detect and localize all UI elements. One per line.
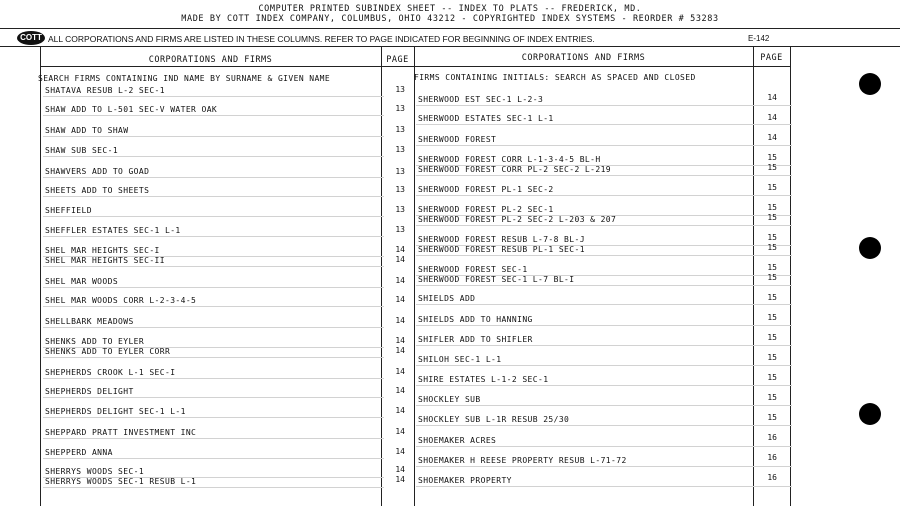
row-divider: [416, 195, 792, 196]
entry-name: SHEPPARD PRATT INVESTMENT INC: [45, 428, 197, 437]
publisher-line: MADE BY COTT INDEX COMPANY, COLUMBUS, OHIO 43212 - COPYRIGHTED INDEX SYSTEMS - REORDER # 53283: [181, 14, 719, 24]
entry-page: 15: [767, 233, 777, 242]
entry-page: 16: [767, 433, 777, 442]
row-divider: [416, 486, 792, 487]
row-divider: [43, 397, 384, 398]
row-divider: [416, 446, 792, 447]
entry-name: SHEL MAR WOODS CORR L-2-3-4-5: [45, 296, 197, 305]
entry-page: 14: [395, 386, 405, 395]
entry-page: 13: [395, 225, 405, 234]
row-divider: [43, 306, 384, 307]
entry-page: 15: [767, 203, 777, 212]
entry-name: SHIELDS ADD: [418, 294, 476, 303]
row-divider: [416, 325, 792, 326]
entry-name: SHEPHERDS DELIGHT SEC-1 L-1: [45, 407, 186, 416]
entry-page: 15: [767, 373, 777, 382]
entry-name: SHERWOOD FOREST SEC-1 L-7 BL-I: [418, 275, 575, 284]
sheet-number: E-142: [748, 34, 770, 43]
binder-hole: [859, 237, 881, 259]
entry-page: 15: [767, 293, 777, 302]
right-column-heading: CORPORATIONS AND FIRMS: [521, 53, 646, 63]
row-divider: [416, 304, 792, 305]
entry-name: SHOCKLEY SUB L-1R RESUB 25/30: [418, 415, 570, 424]
row-divider: [416, 255, 792, 256]
entry-page: 13: [395, 185, 405, 194]
row-divider: [416, 385, 792, 386]
entry-page: 14: [395, 367, 405, 376]
entry-page: 15: [767, 413, 777, 422]
notice-text: ALL CORPORATIONS AND FIRMS ARE LISTED IN THESE COLUMNS. REFER TO PAGE INDICATED FOR BEGINNING OF INDEX ENTRIES.: [48, 34, 595, 44]
row-divider: [43, 115, 384, 116]
right-margin-rule: [790, 46, 791, 506]
row-divider: [43, 487, 384, 488]
entry-name: SHERWOOD FOREST RESUB PL-1 SEC-1: [418, 245, 585, 254]
entry-name: SHEPHERDS CROOK L-1 SEC-I: [45, 368, 176, 377]
entry-page: 15: [767, 163, 777, 172]
entry-page: 16: [767, 453, 777, 462]
binder-hole: [859, 403, 881, 425]
entry-name: SHERWOOD FOREST CORR L-1-3-4-5 BL-H: [418, 155, 601, 164]
entry-name: SHAW ADD TO L-501 SEC-V WATER OAK: [45, 105, 218, 114]
entry-page: 15: [767, 393, 777, 402]
entry-page: 14: [395, 245, 405, 254]
entry-name: SHAW ADD TO SHAW: [45, 126, 129, 135]
entry-name: SHAW SUB SEC-1: [45, 146, 119, 155]
entry-name: SHEETS ADD TO SHEETS: [45, 186, 150, 195]
entry-page: 15: [767, 353, 777, 362]
row-divider: [43, 96, 384, 97]
entry-name: SHERWOOD FOREST PL-1 SEC-2: [418, 185, 554, 194]
entry-page: 13: [395, 205, 405, 214]
entry-name: SHOEMAKER H REESE PROPERTY RESUB L-71-72: [418, 456, 627, 465]
row-divider: [43, 216, 384, 217]
entry-page: 15: [767, 213, 777, 222]
entry-page: 13: [395, 104, 405, 113]
entry-name: SHOEMAKER PROPERTY: [418, 476, 512, 485]
entry-name: SHOCKLEY SUB: [418, 395, 481, 404]
notice-rule: [0, 46, 900, 47]
heading-rule: [40, 66, 790, 67]
row-divider: [416, 285, 792, 286]
entry-page: 14: [767, 133, 777, 142]
row-divider: [43, 378, 384, 379]
row-divider: [43, 177, 384, 178]
entry-page: 15: [767, 333, 777, 342]
entry-page: 13: [395, 85, 405, 94]
entry-page: 14: [395, 406, 405, 415]
entry-page: 14: [395, 475, 405, 484]
row-divider: [43, 327, 384, 328]
row-divider: [416, 175, 792, 176]
row-divider: [43, 136, 384, 137]
row-divider: [416, 365, 792, 366]
row-divider: [43, 266, 384, 267]
row-divider: [416, 345, 792, 346]
row-divider: [416, 225, 792, 226]
entry-name: SHIRE ESTATES L-1-2 SEC-1: [418, 375, 549, 384]
entry-name: SHERWOOD FOREST PL-2 SEC-1: [418, 205, 554, 214]
entry-name: SHEFFIELD: [45, 206, 92, 215]
entry-page: 13: [395, 167, 405, 176]
entry-name: SHELLBARK MEADOWS: [45, 317, 134, 326]
cott-logo: COTT: [17, 31, 45, 45]
row-divider: [43, 287, 384, 288]
entry-page: 14: [395, 255, 405, 264]
entry-page: 15: [767, 273, 777, 282]
row-divider: [43, 236, 384, 237]
row-divider: [416, 405, 792, 406]
left-margin-rule: [40, 46, 41, 506]
right-page-heading: PAGE: [760, 53, 783, 63]
entry-page: 16: [767, 473, 777, 482]
row-divider: [43, 417, 384, 418]
row-divider: [416, 145, 792, 146]
left-subheading: SEARCH FIRMS CONTAINING IND NAME BY SURNAME & GIVEN NAME: [38, 74, 331, 83]
binder-hole: [859, 73, 881, 95]
entry-page: 14: [395, 465, 405, 474]
row-divider: [43, 458, 384, 459]
entry-name: SHEL MAR HEIGHTS SEC-II: [45, 256, 165, 265]
entry-name: SHEPPERD ANNA: [45, 448, 113, 457]
row-divider: [43, 357, 384, 358]
entry-name: SHIELDS ADD TO HANNING: [418, 315, 533, 324]
entry-name: SHERWOOD FOREST CORR PL-2 SEC-2 L-219: [418, 165, 612, 174]
entry-name: SHENKS ADD TO EYLER CORR: [45, 347, 171, 356]
entry-page: 15: [767, 313, 777, 322]
entry-name: SHEPHERDS DELIGHT: [45, 387, 134, 396]
entry-page: 14: [395, 346, 405, 355]
left-column-heading: CORPORATIONS AND FIRMS: [148, 55, 273, 65]
center-rule: [414, 46, 415, 506]
entry-name: SHEFFLER ESTATES SEC-1 L-1: [45, 226, 181, 235]
row-divider: [43, 196, 384, 197]
entry-page: 14: [395, 336, 405, 345]
entry-name: SHERWOOD FOREST RESUB L-7-8 BL-J: [418, 235, 585, 244]
entry-name: SHERWOOD EST SEC-1 L-2-3: [418, 95, 544, 104]
entry-name: SHERWOOD FOREST SEC-1: [418, 265, 528, 274]
entry-page: 15: [767, 243, 777, 252]
entry-name: SHEL MAR WOODS: [45, 277, 119, 286]
entry-name: SHERRYS WOODS SEC-1: [45, 467, 145, 476]
right-subheading: FIRMS CONTAINING INITIALS: SEARCH AS SPACED AND CLOSED: [414, 73, 696, 82]
entry-name: SHIFLER ADD TO SHIFLER: [418, 335, 533, 344]
entry-page: 14: [395, 427, 405, 436]
entry-name: SHERWOOD FOREST PL-2 SEC-2 L-203 & 207: [418, 215, 617, 224]
entry-page: 14: [395, 447, 405, 456]
entry-page: 14: [395, 316, 405, 325]
entry-page: 14: [767, 113, 777, 122]
entry-name: SHAWVERS ADD TO GOAD: [45, 167, 150, 176]
row-divider: [416, 466, 792, 467]
entry-page: 15: [767, 263, 777, 272]
entry-name: SHENKS ADD TO EYLER: [45, 337, 145, 346]
entry-name: SHERRYS WOODS SEC-1 RESUB L-1: [45, 477, 197, 486]
entry-name: SHERWOOD ESTATES SEC-1 L-1: [418, 114, 554, 123]
entry-name: SHATAVA RESUB L-2 SEC-1: [45, 86, 165, 95]
entry-page: 14: [395, 295, 405, 304]
entry-name: SHOEMAKER ACRES: [418, 436, 497, 445]
entry-page: 15: [767, 183, 777, 192]
entry-page: 13: [395, 125, 405, 134]
entry-name: SHILOH SEC-1 L-1: [418, 355, 502, 364]
row-divider: [416, 124, 792, 125]
row-divider: [416, 425, 792, 426]
entry-page: 15: [767, 153, 777, 162]
row-divider: [416, 105, 792, 106]
entry-name: SHERWOOD FOREST: [418, 135, 497, 144]
left-page-heading: PAGE: [386, 55, 409, 65]
top-rule: [0, 28, 900, 29]
row-divider: [43, 438, 384, 439]
entry-page: 14: [767, 93, 777, 102]
entry-name: SHEL MAR HEIGHTS SEC-I: [45, 246, 160, 255]
row-divider: [43, 156, 384, 157]
sheet-title: COMPUTER PRINTED SUBINDEX SHEET -- INDEX TO PLATS -- FREDERICK, MD.: [258, 4, 642, 14]
entry-page: 14: [395, 276, 405, 285]
entry-page: 13: [395, 145, 405, 154]
